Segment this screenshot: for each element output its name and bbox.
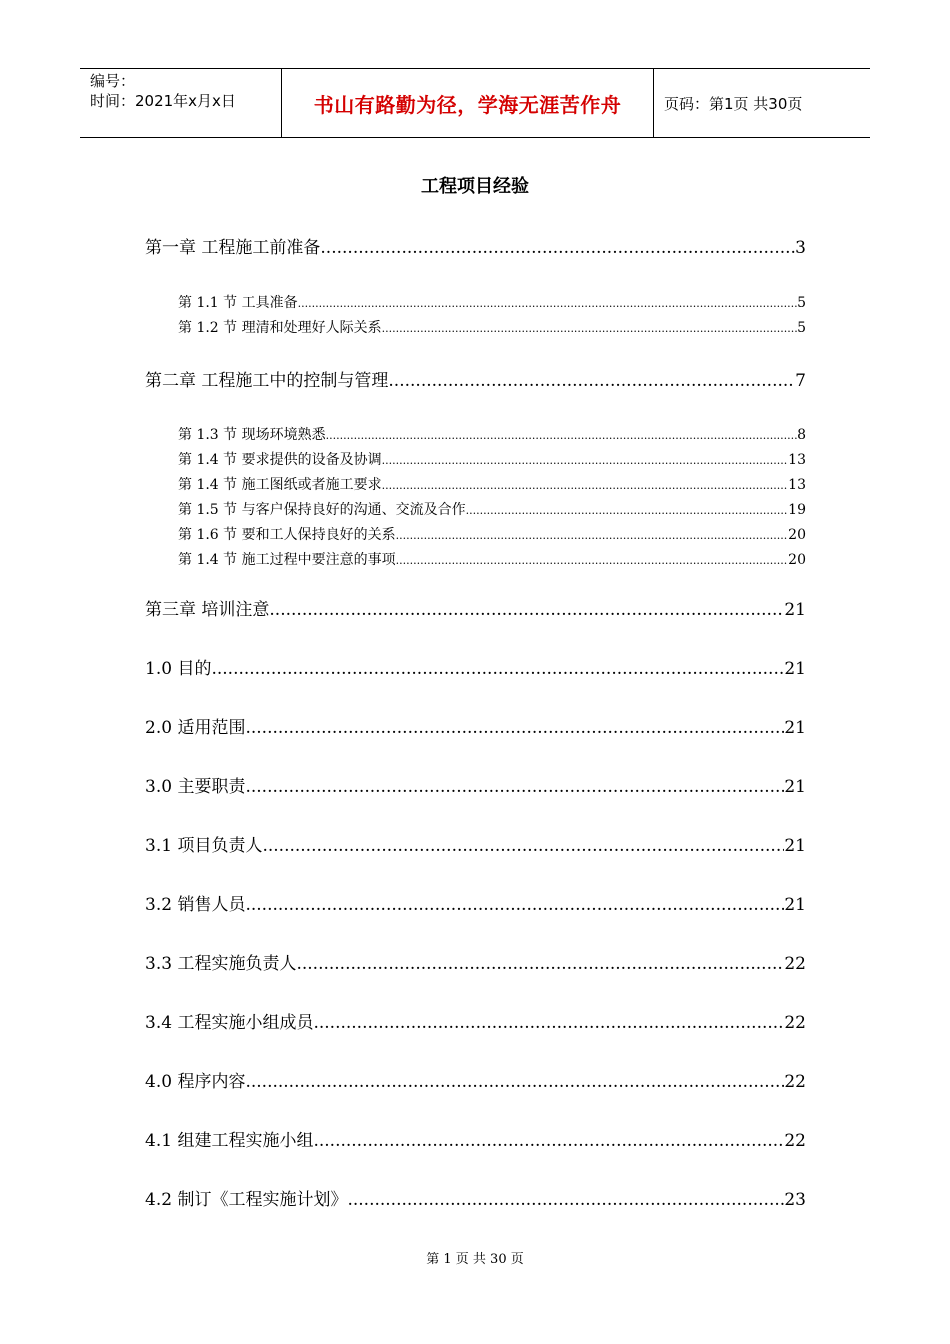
document-title: 工程项目经验 [421, 176, 529, 197]
toc-entry[interactable] [145, 890, 806, 915]
toc-leader-dots [382, 320, 797, 336]
toc-entry-label: 3.1 项目负责人 [145, 836, 263, 856]
toc-entry-label: 第 1.4 节 要求提供的设备及协调 [178, 452, 382, 468]
toc-leader-dots [262, 836, 784, 856]
toc-entry-label: 第一章 工程施工前准备 [145, 238, 321, 258]
toc-entry-label: 1.0 目的 [145, 659, 212, 679]
toc-leader-dots [211, 659, 784, 679]
toc-leader-dots [396, 552, 789, 568]
toc-entry-label: 第 1.4 节 施工过程中要注意的事项 [178, 552, 396, 568]
toc-entry[interactable] [145, 831, 806, 856]
toc-entry[interactable] [178, 292, 806, 312]
toc-leader-dots [298, 295, 797, 311]
toc-leader-dots [320, 238, 795, 258]
toc-leader-dots [388, 371, 795, 391]
motto-text: 书山有路勤为径，学海无涯苦作舟 [313, 92, 622, 117]
toc-entry-label: 第 1.6 节 要和工人保持良好的关系 [178, 527, 396, 543]
toc-leader-dots [245, 1072, 784, 1092]
toc-entry-page: 21 [784, 777, 806, 797]
toc-entry-page: 5 [797, 295, 806, 311]
toc-leader-dots [245, 895, 784, 915]
toc-entry-page: 21 [784, 718, 806, 738]
toc-entry[interactable] [145, 713, 806, 738]
toc-entry-page: 19 [788, 502, 806, 518]
toc-entry[interactable] [178, 524, 806, 544]
toc-leader-dots [326, 427, 797, 443]
toc-entry-page: 21 [784, 600, 806, 620]
toc-entry-page: 22 [784, 954, 806, 974]
toc-entry-label: 4.2 制订《工程实施计划》 [145, 1190, 348, 1210]
toc-leader-dots [347, 1190, 784, 1210]
toc-entry-label: 第 1.3 节 现场环境熟悉 [178, 427, 326, 443]
toc-entry[interactable] [145, 1185, 806, 1210]
toc-leader-dots [396, 527, 789, 543]
toc-leader-dots [382, 452, 789, 468]
toc-entry[interactable] [145, 772, 806, 797]
toc-entry-label: 3.2 销售人员 [145, 895, 246, 915]
header-page-cell [654, 69, 870, 137]
toc-entry-page: 20 [788, 527, 806, 543]
toc-entry-label: 4.0 程序内容 [145, 1072, 246, 1092]
toc-entry[interactable] [178, 474, 806, 494]
toc-entry-page: 20 [788, 552, 806, 568]
toc-entry-page: 23 [784, 1190, 806, 1210]
toc-leader-dots [382, 477, 789, 493]
toc-entry-label: 3.4 工程实施小组成员 [145, 1013, 314, 1033]
toc-entry[interactable] [145, 1008, 806, 1033]
toc-leader-dots [269, 600, 784, 620]
header-info-cell [80, 69, 281, 137]
toc-entry-page: 3 [795, 238, 806, 258]
toc-entry-page: 22 [784, 1131, 806, 1151]
toc-entry-page: 5 [797, 320, 806, 336]
toc-entry-label: 3.3 工程实施负责人 [145, 954, 297, 974]
toc-entry[interactable] [145, 366, 806, 391]
toc-leader-dots [245, 777, 784, 797]
toc-leader-dots [466, 502, 789, 518]
date-label: 时间：2021年x月x日 [90, 92, 236, 110]
toc-entry-page: 13 [788, 477, 806, 493]
toc-entry[interactable] [178, 424, 806, 444]
toc-entry-page: 13 [788, 452, 806, 468]
toc-entry-page: 22 [784, 1072, 806, 1092]
toc-entry[interactable] [145, 1067, 806, 1092]
toc-entry[interactable] [145, 949, 806, 974]
toc-entry-label: 2.0 适用范围 [145, 718, 246, 738]
toc-entry-label: 第二章 工程施工中的控制与管理 [145, 371, 389, 391]
toc-entry-label: 第 1.4 节 施工图纸或者施工要求 [178, 477, 382, 493]
toc-entry[interactable] [145, 654, 806, 679]
toc-entry[interactable] [178, 499, 806, 519]
toc-entry-label: 第 1.5 节 与客户保持良好的沟通、交流及合作 [178, 502, 466, 518]
toc-entry-page: 8 [797, 427, 806, 443]
toc-entry-page: 22 [784, 1013, 806, 1033]
number-label: 编号： [90, 72, 136, 90]
toc-entry-page: 21 [784, 659, 806, 679]
toc-entry-label: 4.1 组建工程实施小组 [145, 1131, 314, 1151]
toc-entry-label: 第三章 培训注意 [145, 600, 270, 620]
toc-leader-dots [296, 954, 784, 974]
toc-entry-page: 7 [795, 371, 806, 391]
toc-entry[interactable] [145, 233, 806, 258]
toc-leader-dots [313, 1131, 784, 1151]
toc-leader-dots [313, 1013, 784, 1033]
toc-entry-label: 3.0 主要职责 [145, 777, 246, 797]
toc-entry-label: 第 1.2 节 理清和处理好人际关系 [178, 320, 382, 336]
toc-entry[interactable] [178, 317, 806, 337]
toc-entry[interactable] [178, 549, 806, 569]
toc-entry-page: 21 [784, 836, 806, 856]
toc-entry-page: 21 [784, 895, 806, 915]
toc-entry[interactable] [178, 449, 806, 469]
toc-entry[interactable] [145, 1126, 806, 1151]
toc-leader-dots [245, 718, 784, 738]
header-motto-cell [281, 69, 654, 137]
toc-entry[interactable] [145, 595, 806, 620]
toc-entry-label: 第 1.1 节 工具准备 [178, 295, 298, 311]
page-info: 页码：第1页 共30页 [664, 94, 803, 113]
page-footer: 第 1 页 共 30 页 [426, 1252, 524, 1267]
page-header [80, 68, 870, 138]
